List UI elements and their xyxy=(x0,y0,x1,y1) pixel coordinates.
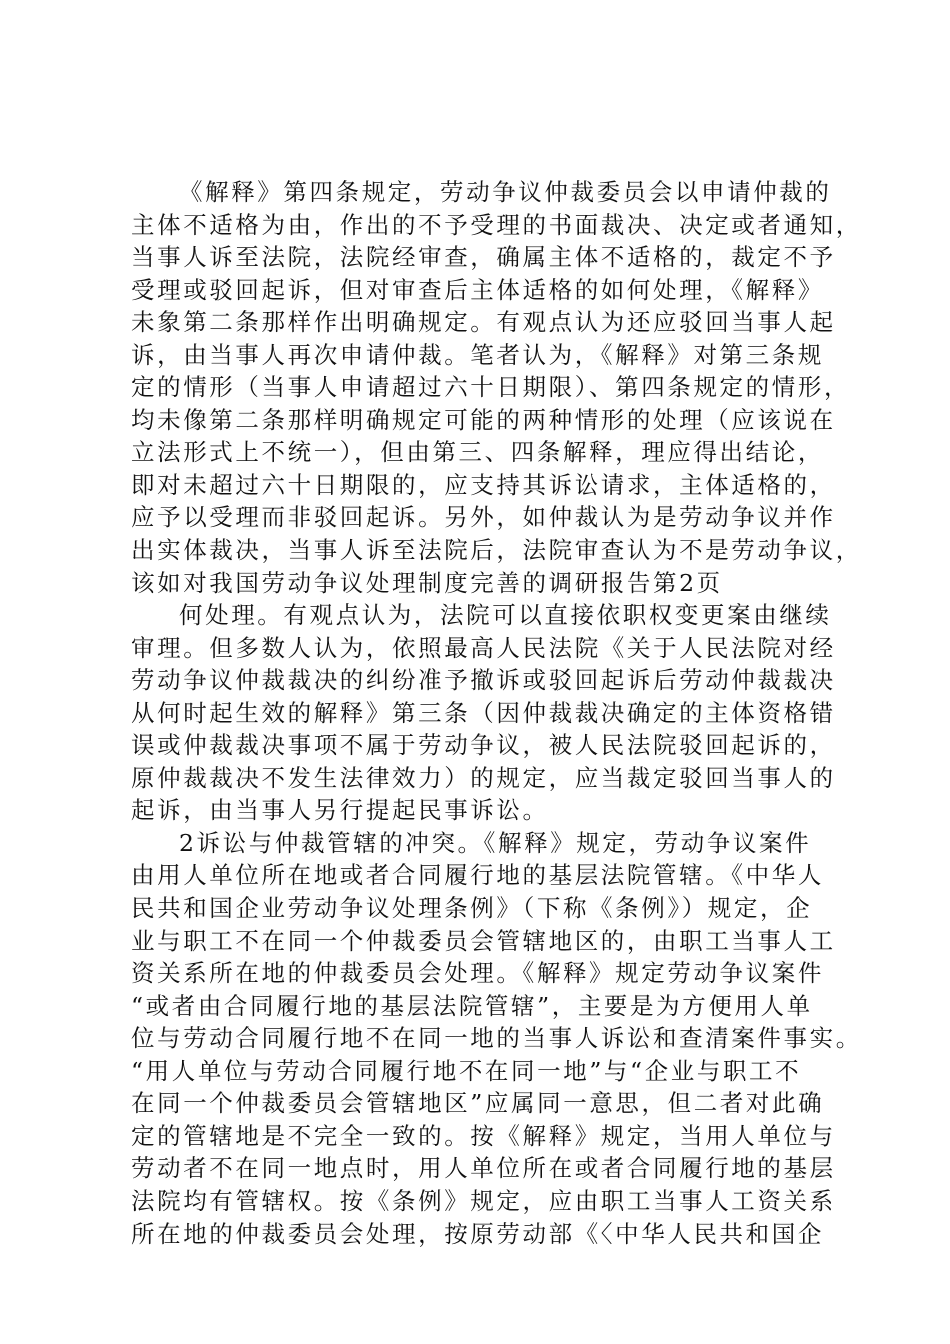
document-body xyxy=(131,176,862,1250)
paragraph-3-line-11: 劳动者不在同一地点时，用人单位所在或者合同履行地的基层 xyxy=(131,1154,836,1183)
paragraph-2-line-2: 审理。但多数人认为，依照最高人民法院《关于人民法院对经 xyxy=(131,633,836,662)
paragraph-1-line-13: 该如对我国劳动争议处理制度完善的调研报告第2页 xyxy=(131,568,723,597)
paragraph-3-line-9: 在同一个仲裁委员会管辖地区”应属同一意思，但二者对此确 xyxy=(131,1089,825,1118)
paragraph-3-line-1: 2诉讼与仲裁管辖的冲突。《解释》规定，劳动争议案件 xyxy=(179,828,812,857)
paragraph-3-line-12: 法院均有管辖权。按《条例》规定，应由职工当事人工资关系 xyxy=(131,1186,836,1215)
paragraph-1-line-12: 出实体裁决，当事人诉至法院后，法院审查认为不是劳动争议， xyxy=(131,536,862,565)
paragraph-1-line-3: 当事人诉至法院，法院经审查，确属主体不适格的，裁定不予 xyxy=(131,243,836,272)
paragraph-1-line-11: 应予以受理而非驳回起诉。另外，如仲裁认为是劳动争议并作 xyxy=(131,503,836,532)
paragraph-3-line-2: 由用人单位所在地或者合同履行地的基层法院管辖。《中华人 xyxy=(131,861,824,890)
paragraph-1-line-5: 未象第二条那样作出明确规定。有观点认为还应驳回当事人起 xyxy=(131,308,836,337)
paragraph-2-line-4: 从何时起生效的解释》第三条（因仲裁裁决确定的主体资格错 xyxy=(131,698,836,727)
paragraph-1-line-2: 主体不适格为由，作出的不予受理的书面裁决、决定或者通知， xyxy=(131,210,862,239)
paragraph-1-line-6: 诉，由当事人再次申请仲裁。笔者认为，《解释》对第三条规 xyxy=(131,340,824,369)
paragraph-3-line-8: “用人单位与劳动合同履行地不在同一地”与“企业与职工不 xyxy=(131,1056,802,1085)
paragraph-3-line-10: 定的管辖地是不完全一致的。按《解释》规定，当用人单位与 xyxy=(131,1121,836,1150)
paragraph-2-line-6: 原仲裁裁决不发生法律效力）的规定，应当裁定驳回当事人的 xyxy=(131,763,836,792)
paragraph-2-line-5: 误或仲裁裁决事项不属于劳动争议，被人民法院驳回起诉的， xyxy=(131,731,836,760)
paragraph-3-line-6: “或者由合同履行地的基层法院管辖”，主要是为方便用人单 xyxy=(131,991,813,1020)
paragraph-2-line-1: 何处理。有观点认为，法院可以直接依职权变更案由继续 xyxy=(179,601,832,630)
paragraph-3-line-5: 资关系所在地的仲裁委员会处理。《解释》规定劳动争议案件 xyxy=(131,959,824,988)
paragraph-1-line-10: 即对未超过六十日期限的，应支持其诉讼请求，主体适格的， xyxy=(131,470,836,499)
paragraph-1-line-1: 《解释》第四条规定，劳动争议仲裁委员会以申请仲裁的 xyxy=(179,178,832,206)
paragraph-1-line-9: 立法形式上不统一），但由第三、四条解释，理应得出结论， xyxy=(131,438,824,467)
paragraph-3-line-3: 民共和国企业劳动争议处理条例》（下称《条例》）规定，企 xyxy=(131,894,813,923)
paragraph-1-line-8: 均未像第二条那样明确规定可能的两种情形的处理（应该说在 xyxy=(131,405,836,434)
paragraph-1-line-4: 受理或驳回起诉，但对审查后主体适格的如何处理，《解释》 xyxy=(131,275,824,304)
paragraph-3-line-7: 位与劳动合同履行地不在同一地的当事人诉讼和查清案件事实。 xyxy=(131,1024,862,1053)
paragraph-2-line-7: 起诉，由当事人另行提起民事诉讼。 xyxy=(131,796,549,825)
paragraph-2-line-3: 劳动争议仲裁裁决的纠纷准予撤诉或驳回起诉后劳动仲裁裁决 xyxy=(131,666,836,695)
paragraph-3-line-13: 所在地的仲裁委员会处理，按原劳动部《〈中华人民共和国企 xyxy=(131,1219,824,1248)
paragraph-3-line-4: 业与职工不在同一个仲裁委员会管辖地区的，由职工当事人工 xyxy=(131,926,836,955)
paragraph-1-line-7: 定的情形（当事人申请超过六十日期限）、第四条规定的情形， xyxy=(131,373,851,402)
